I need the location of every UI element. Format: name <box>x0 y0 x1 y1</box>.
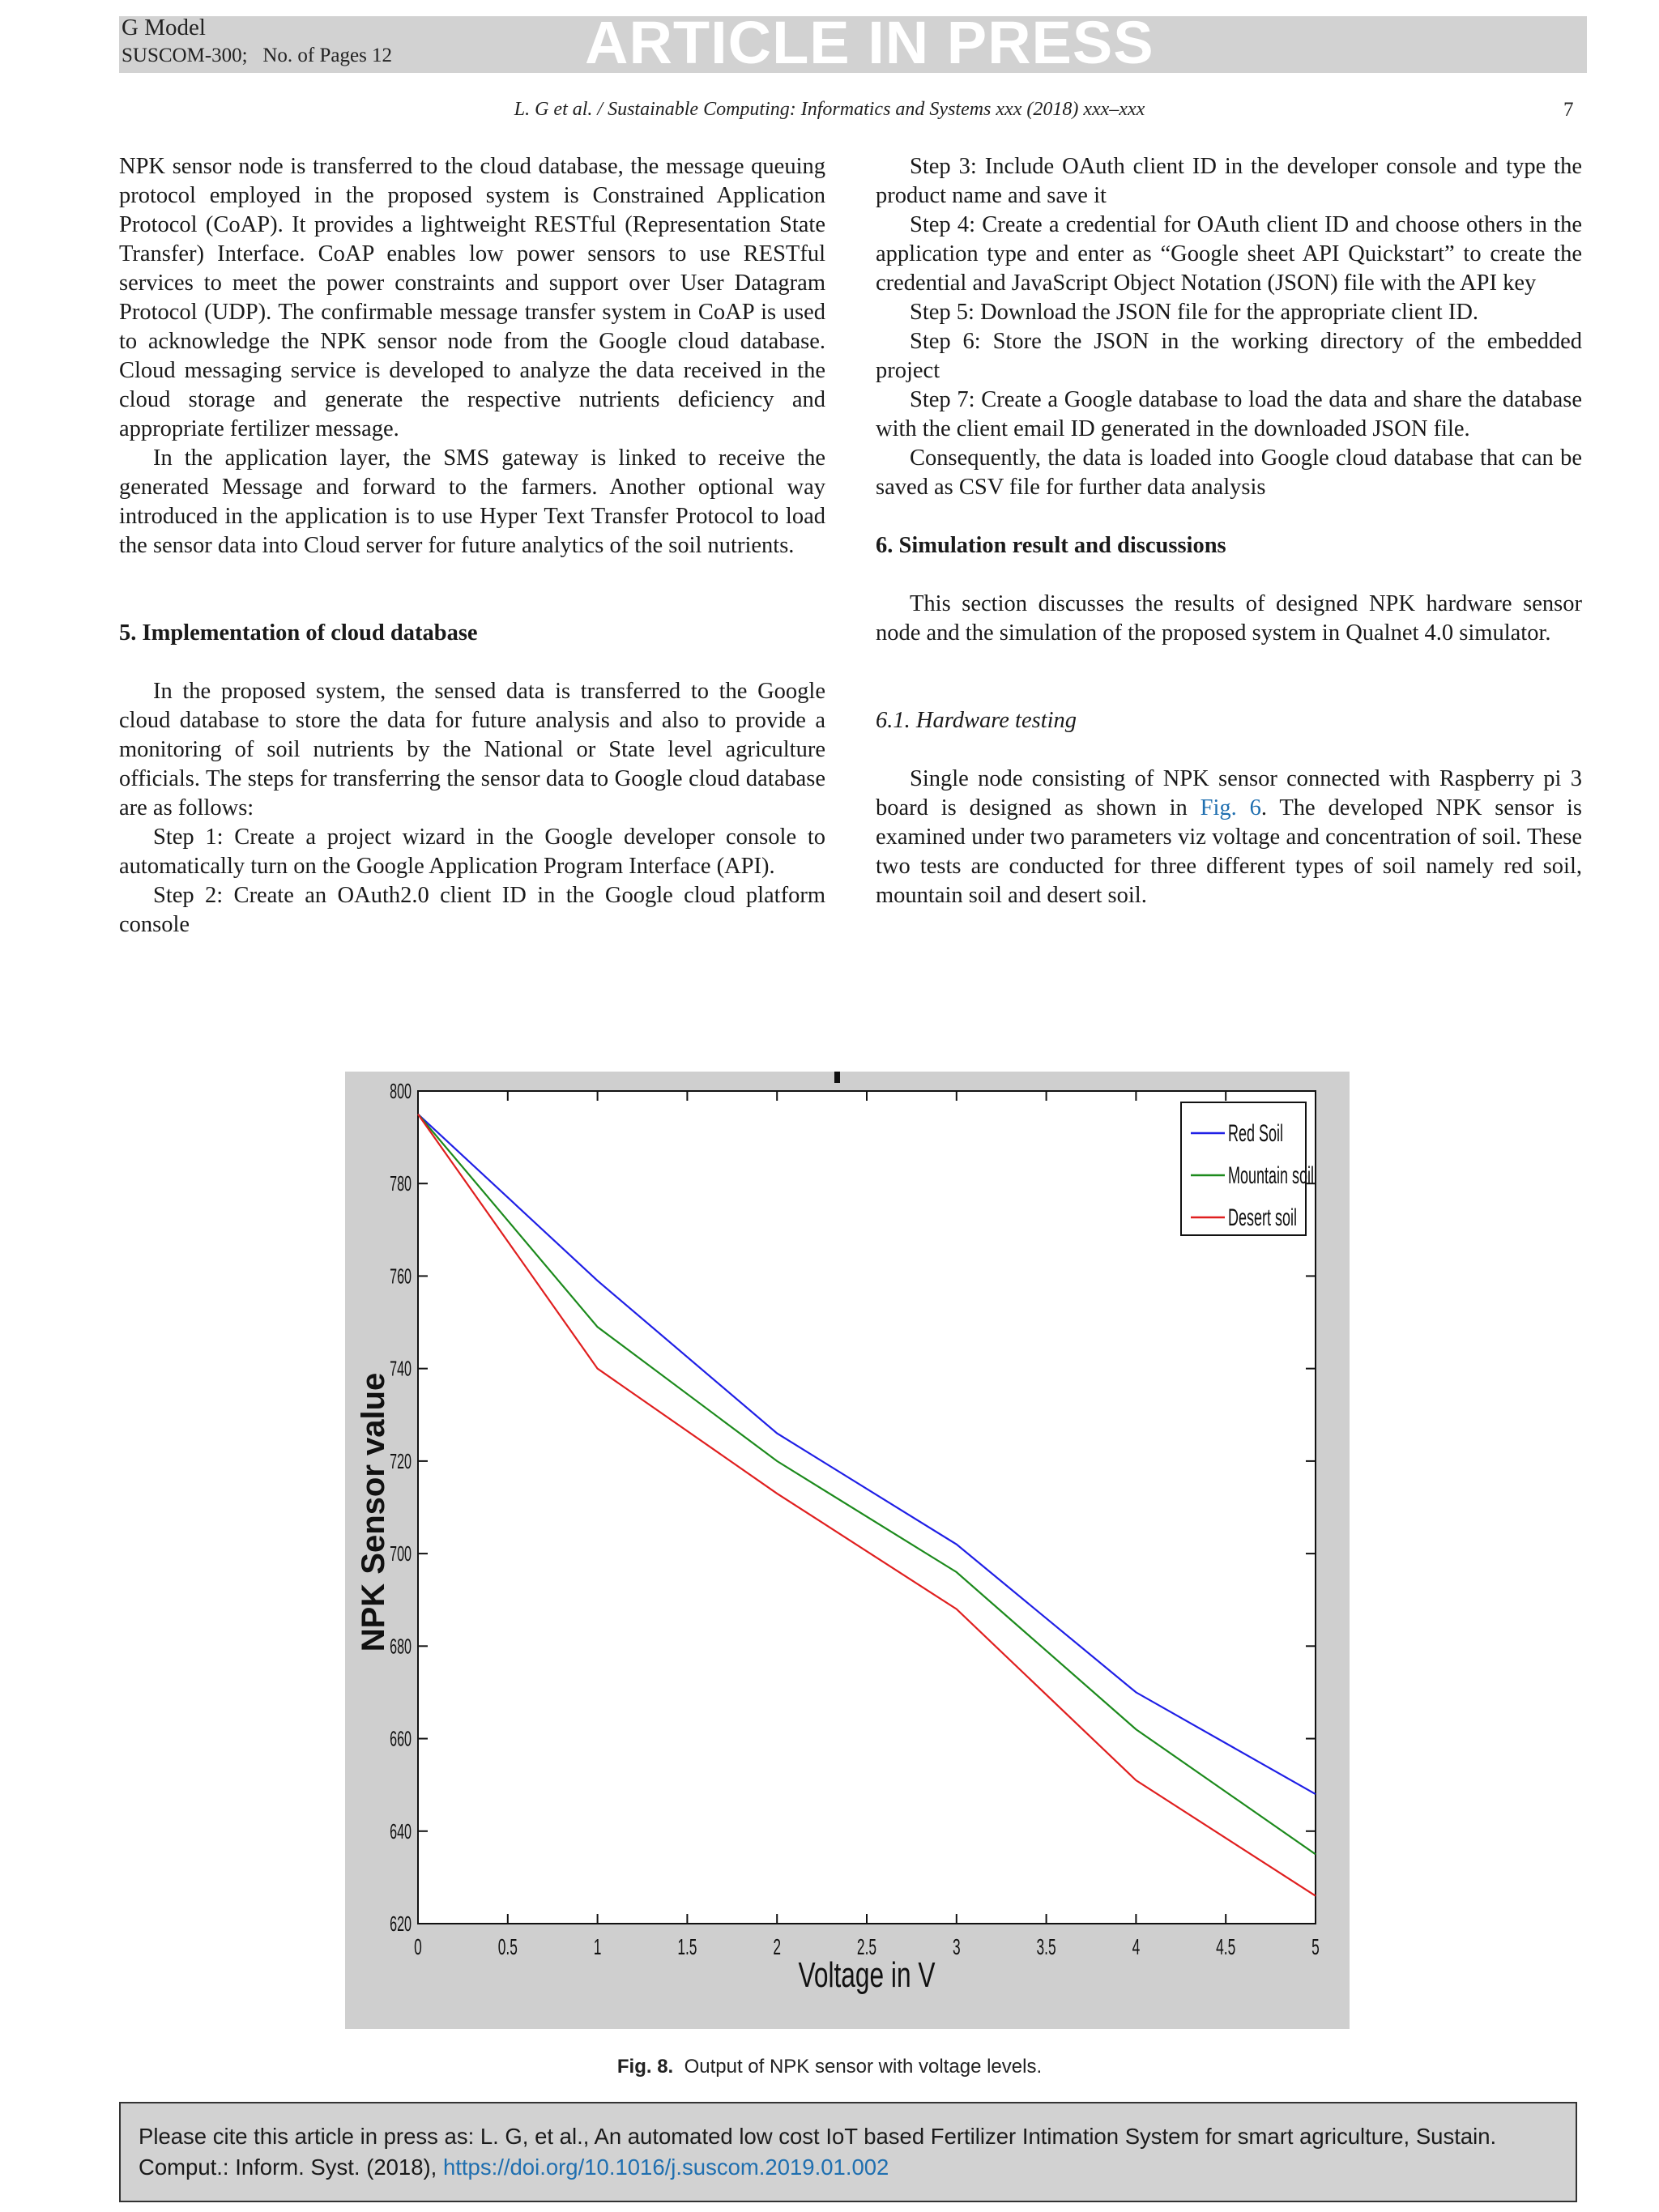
x-tick-label: 4 <box>1132 1933 1141 1960</box>
x-tick-label: 1.5 <box>677 1933 697 1960</box>
y-tick-label: 640 <box>390 1818 412 1843</box>
step-item: Step 4: Create a credential for OAuth client ID and choose others in the application type and enter as “Google sheet API Quickstart” to create the credential and JavaScript Object Notation (JSON) file with the API key <box>876 212 1582 296</box>
step-item: Step 5: Download the JSON file for the appropriate client ID. <box>910 300 1479 325</box>
legend-label: Red Soil <box>1228 1120 1283 1148</box>
y-axis-label: NPK Sensor value <box>356 1372 391 1652</box>
legend-label: Mountain soil <box>1228 1162 1314 1190</box>
x-tick-label: 4.5 <box>1216 1933 1236 1960</box>
paragraph: In the application layer, the SMS gateway is linked to receive the generated Message and forward to the farmers. Another optional way introduced in the application is to use Hyper Text Transfer Protocol to load the sensor data into Cloud server for future analytics of the soil nutrients. <box>119 445 825 558</box>
step-item: Step 3: Include OAuth client ID in the developer console and type the product name and save it <box>876 154 1582 208</box>
y-tick-label: 660 <box>390 1726 412 1751</box>
figure-8 <box>345 1072 1350 2029</box>
paragraph <box>876 765 1582 910</box>
page-count: No. of Pages 12 <box>262 45 393 66</box>
y-tick-label: 800 <box>390 1078 412 1104</box>
x-tick-label: 0 <box>414 1933 422 1960</box>
step-item: Step 6: Store the JSON in the working directory of the embedded project <box>876 329 1582 383</box>
page-number: 7 <box>1563 99 1574 121</box>
subsection-heading: 6.1. Hardware testing <box>876 708 1077 733</box>
text-run: . The developed NPK sensor is examined under two parameters viz voltage and concentration of soil. These two tests are conducted for three different types of soil namely red soil, mountain soil and desert soil. <box>876 795 1582 908</box>
y-tick-label: 720 <box>390 1448 412 1473</box>
caption-label: Fig. 8. <box>616 2056 674 2078</box>
journal-code-line <box>122 45 392 67</box>
y-tick-label: 760 <box>390 1264 412 1289</box>
x-axis-label: Voltage in V <box>798 1954 936 1996</box>
journal-code: SUSCOM-300; <box>122 45 248 66</box>
right-column <box>876 152 1582 910</box>
y-tick-label: 740 <box>390 1356 412 1381</box>
text-run: Single node consisting of NPK sensor connected with Raspberry pi 3 board is designed as shown in <box>876 766 1582 820</box>
line-chart <box>345 1072 1350 2029</box>
x-tick-label: 0.5 <box>497 1933 518 1960</box>
g-model-label: G Model <box>122 15 206 40</box>
x-tick-label: 3 <box>952 1933 961 1960</box>
step-item: Step 2: Create an OAuth2.0 client ID in the Google cloud platform console <box>119 883 825 937</box>
y-tick-label: 780 <box>390 1171 412 1196</box>
article-in-press-banner: ARTICLE IN PRESS <box>585 9 1154 76</box>
y-tick-label: 680 <box>390 1634 412 1659</box>
x-tick-label: 5 <box>1311 1933 1320 1960</box>
paragraph: This section discusses the results of designed NPK hardware sensor node and the simulation of the proposed system in Qualnet 4.0 simulator. <box>876 591 1582 646</box>
paragraph: In the proposed system, the sensed data is transferred to the Google cloud database to store the data for future analysis and also to provide a monitoring of soil nutrients by the National or State level agriculture officials. The steps for transferring the sensor data to Google cloud database are as follows: <box>119 679 825 820</box>
figure-marker <box>834 1072 840 1083</box>
paragraph: NPK sensor node is transferred to the cloud database, the message queuing protocol employed in the proposed system is Constrained Application Protocol (CoAP). It provides a lightweight RESTful (Representation State Transfer) Interface. CoAP enables low power sensors to use RESTful services to meet the power constraints and support over User Datagram Protocol (UDP). The confirmable message transfer system in CoAP is used to acknowledge the NPK sensor node from the Google cloud database. Cloud messaging service is developed to analyze the data received in the cloud storage and generate the respective nutrients deficiency and appropriate fertilizer message. <box>119 154 825 441</box>
figure-caption <box>0 2056 1659 2078</box>
citation-box <box>119 2102 1577 2202</box>
citation-text: Please cite this article in press as: L. G, et al., An automated low cost IoT based Fertilizer Intimation System for smart agriculture, Sustain. Comput.: Inform. Syst. (2018), <box>139 2124 1497 2180</box>
y-tick-label: 700 <box>390 1541 412 1566</box>
section-heading: 5. Implementation of cloud database <box>119 620 478 646</box>
running-title: L. G et al. / Sustainable Computing: Informatics and Systems xxx (2018) xxx–xxx <box>514 99 1145 120</box>
paragraph: Consequently, the data is loaded into Google cloud database that can be saved as CSV file for further data analysis <box>876 445 1582 500</box>
step-item: Step 7: Create a Google database to load the data and share the database with the client email ID generated in the downloaded JSON file. <box>876 387 1582 441</box>
y-tick-label: 620 <box>390 1911 412 1937</box>
figure-link[interactable]: Fig. 6 <box>1200 795 1261 820</box>
section-heading: 6. Simulation result and discussions <box>876 533 1226 558</box>
step-item: Step 1: Create a project wizard in the Google developer console to automatically turn on the Google Application Program Interface (API). <box>119 825 825 879</box>
x-tick-label: 2 <box>773 1933 782 1960</box>
x-tick-label: 2.5 <box>856 1933 877 1960</box>
caption-text: Output of NPK sensor with voltage levels. <box>684 2056 1043 2078</box>
doi-link[interactable]: https://doi.org/10.1016/j.suscom.2019.01.002 <box>442 2154 889 2180</box>
x-tick-label: 1 <box>593 1933 602 1960</box>
x-tick-label: 3.5 <box>1036 1933 1056 1960</box>
left-column <box>119 152 825 940</box>
legend-label: Desert soil <box>1228 1204 1297 1232</box>
